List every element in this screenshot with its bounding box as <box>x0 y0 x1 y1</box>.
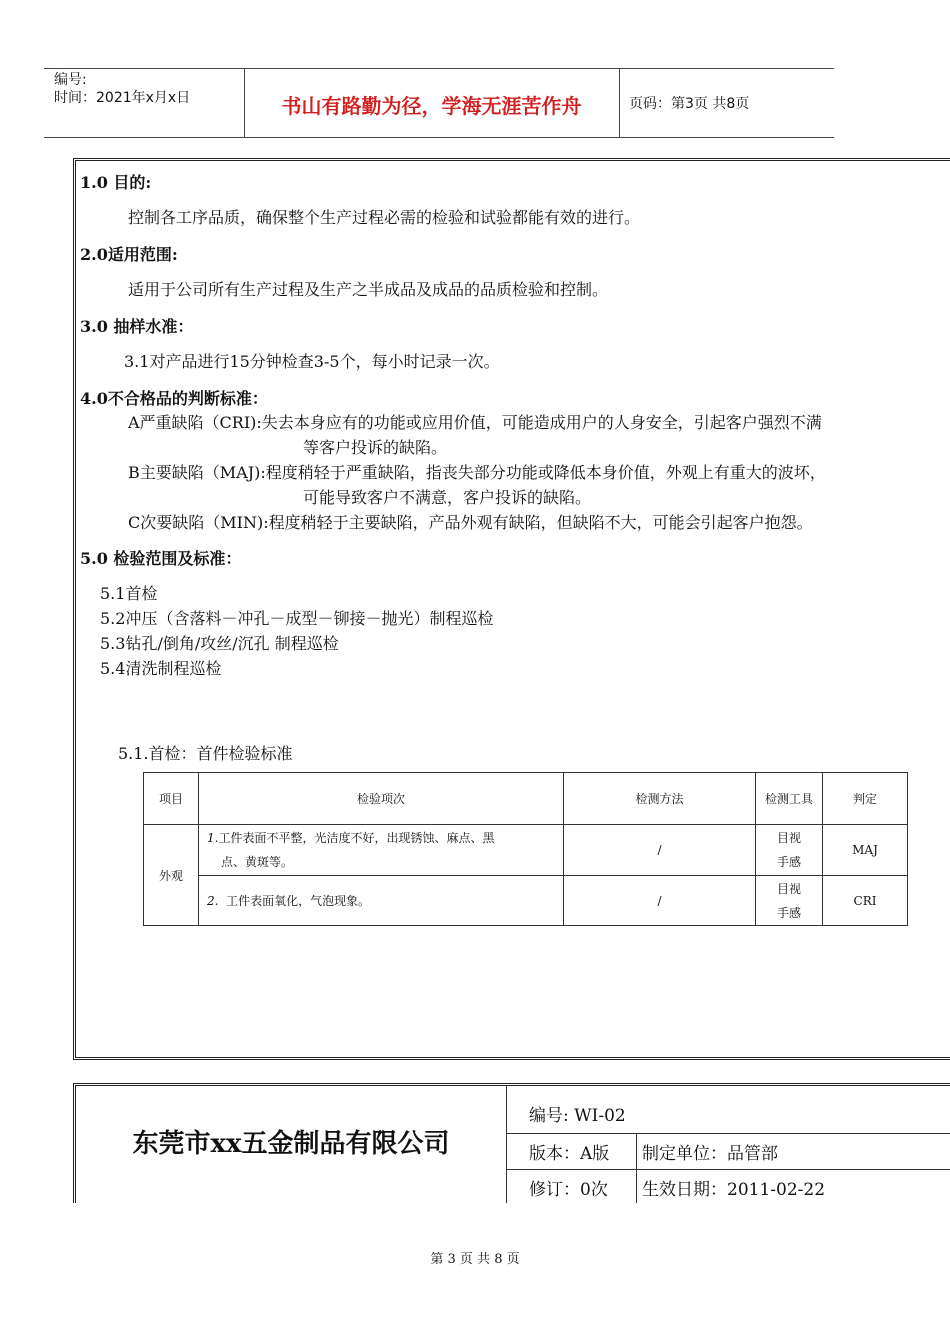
section-4-cri-line1: A严重缺陷（CRI):失去本身应有的功能或应用价值，可能造成用户的人身安全，引起客户强烈不满 <box>128 413 822 432</box>
doc-effective-date: 生效日期：2011-02-22 <box>642 1180 826 1200</box>
verdict-cell: CRI <box>823 876 908 926</box>
item-number: 1. <box>207 831 219 845</box>
inspection-item-cell <box>199 876 564 926</box>
inspection-item-cell <box>199 825 564 876</box>
tool-cell <box>756 876 823 926</box>
section-5-title: 5.0 检验范围及标准： <box>80 549 242 568</box>
col-header-inspection: 检验项次 <box>199 773 564 825</box>
title-block-divider <box>506 1086 507 1203</box>
section-5-item: 5.2冲压（含落料－冲孔－成型－铆接－抛光）制程巡检 <box>100 609 494 628</box>
tool-line2: 手感 <box>776 905 801 920</box>
table-row <box>144 825 908 876</box>
section-5-item: 5.4清洗制程巡检 <box>100 659 222 678</box>
section-4-cri-line2: 等客户投诉的缺陷。 <box>303 438 448 457</box>
title-block-divider <box>636 1133 637 1203</box>
doc-department: 制定单位：品管部 <box>642 1144 778 1164</box>
item-text-line2: 点、黄斑等。 <box>221 855 294 869</box>
section-4-maj-line2: 可能导致客户不满意，客户投诉的缺陷。 <box>303 488 592 507</box>
item-text-line1: 工件表面不平整，光洁度不好，出现锈蚀、麻点、黑 <box>218 831 495 845</box>
header-divider <box>619 69 620 137</box>
group-cell: 外观 <box>144 825 199 926</box>
table-header-row <box>144 773 908 825</box>
page-number: 第 3 页 共 8 页 <box>430 1252 520 1267</box>
section-2-text: 适用于公司所有生产过程及生产之半成品及成品的品质检验和控制。 <box>128 280 609 299</box>
col-header-item: 项目 <box>144 773 199 825</box>
section-2-title: 2.0适用范围: <box>80 245 178 264</box>
header-time: 时间：2021年x月x日 <box>54 90 191 106</box>
col-header-verdict: 判定 <box>823 773 908 825</box>
method-cell: / <box>564 825 756 876</box>
table-row <box>144 876 908 926</box>
page-header <box>44 68 834 138</box>
tool-line1: 目视 <box>776 881 801 896</box>
section-4-maj-line1: B主要缺陷（MAJ):程度稍轻于严重缺陷，指丧失部分功能或降低本身价值，外观上有重大的波坏， <box>128 463 826 482</box>
section-5-item: 5.1首检 <box>100 584 158 603</box>
section-1-text: 控制各工序品质，确保整个生产过程必需的检验和试验都能有效的进行。 <box>128 208 641 227</box>
title-block-divider <box>506 1169 950 1170</box>
header-meta <box>54 71 190 107</box>
section-4-min-line: C次要缺陷（MIN):程度稍轻于主要缺陷，产品外观有缺陷，但缺陷不大，可能会引起客户抱怨。 <box>128 513 813 532</box>
section-3-title: 3.0 抽样水准： <box>80 317 194 336</box>
company-name: 东莞市xx五金制品有限公司 <box>132 1129 450 1159</box>
title-block-divider <box>506 1133 950 1134</box>
tool-cell <box>756 825 823 876</box>
inspection-table <box>143 772 908 926</box>
item-text-line1: 工件表面氧化，气泡现象。 <box>226 894 371 908</box>
header-motto: 书山有路勤为径，学海无涯苦作舟 <box>281 94 582 118</box>
section-3-text: 3.1对产品进行15分钟检查3-5个，每小时记录一次。 <box>124 352 500 371</box>
tool-line2: 手感 <box>776 855 801 869</box>
section-5-item: 5.3钻孔/倒角/攻丝/沉孔 制程巡检 <box>100 634 339 653</box>
tool-line1: 目视 <box>776 831 801 845</box>
title-block <box>73 1083 950 1203</box>
doc-number: 编号: WI-02 <box>529 1106 626 1126</box>
col-header-tool: 检测工具 <box>756 773 823 825</box>
doc-version: 版本：A版 <box>529 1144 610 1164</box>
section-5-1-title: 5.1.首检：首件检验标准 <box>118 744 293 763</box>
header-page-info: 页码：第3页 共8页 <box>629 96 750 112</box>
verdict-cell: MAJ <box>823 825 908 876</box>
method-cell: / <box>564 876 756 926</box>
section-1-title: 1.0 目的: <box>80 173 152 192</box>
header-number-label: 编号: <box>54 72 87 88</box>
col-header-method: 检测方法 <box>564 773 756 825</box>
item-number: 2. <box>207 894 219 908</box>
section-4-title: 4.0不合格品的判断标准： <box>80 389 268 408</box>
doc-revision: 修订：0次 <box>529 1180 608 1200</box>
